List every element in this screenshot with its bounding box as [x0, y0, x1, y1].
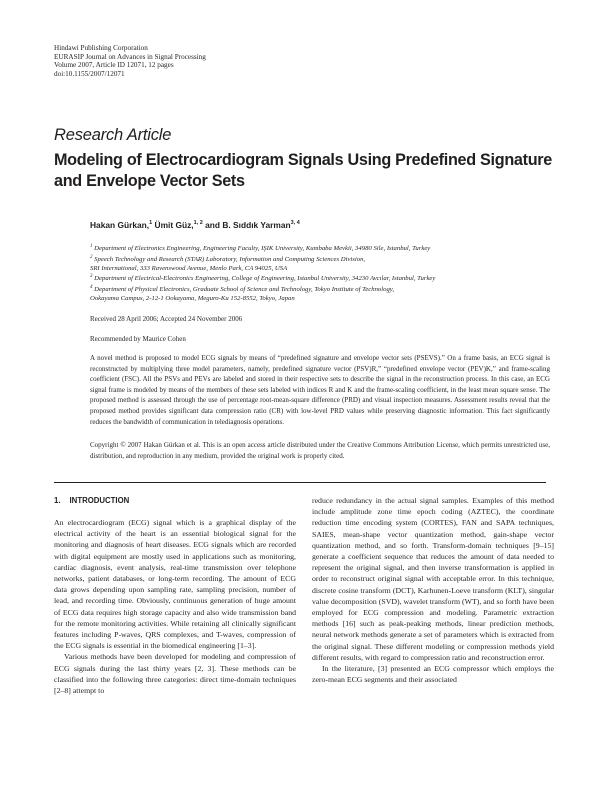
received-accepted-dates: Received 28 April 2006; Accepted 24 November 2006 [90, 315, 243, 323]
section-heading [54, 496, 129, 505]
affiliation-continued: SRI International, 333 Ravenswood Avenue, Menlo Park, CA 94025, USA [90, 264, 288, 272]
journal-header [54, 44, 206, 78]
affiliation-continued: Ookayama Campus, 2-12-1 Ookayama, Meguro-Ku 152-8552, Tokyo, Japan [90, 294, 295, 302]
publisher: Hindawi Publishing Corporation [54, 44, 148, 52]
journal-name: EURASIP Journal on Advances in Signal Processing [54, 52, 206, 61]
author-name: Hakan Gürkan, [90, 220, 150, 230]
volume-info: Volume 2007, Article ID 12071, 12 pages [54, 61, 174, 70]
section-title: INTRODUCTION [69, 496, 130, 505]
author-affil-mark: 1, 2 [193, 220, 203, 227]
doi[interactable]: doi:10.1155/2007/12071 [54, 69, 125, 78]
author-affil-mark: 1 [149, 220, 153, 227]
paragraph: reduce redundancy in the actual signal samples. Examples of this method include amplitude zone time epoch coding (AZTEC), the coordinate reduction time encoding system (CORTES), FAN and SAPA techniques, SAIES, mean-shape vector quantization method, gain-shape vector quantization method, and so forth. Transform-domain techniques [9–15] generate a coefficient sequence that reduces the amount of data needed to represent the original signal, and then inverse transformation is applied in order to reconstruct original signal with acceptable error. In this technique, discrete cosine transform (DCT), Karhunen-Loeve transform (KLT), singular value decomposition (SVD), wavelet transform (WT), and so forth have been employed for ECG compression and modeling. Parametric extraction methods [16] such as peak-peaking methods, linear prediction methods, neural network methods generate a set of parameters which is extracted from the original signal. These different modeling or compression methods yield different results, with regard to compression ratio and reconstruction error. [312, 496, 554, 662]
body-column-right [312, 495, 554, 685]
affiliation: $^4$ Department of Physical Electronics, Graduate School of Science and Technology, Tokyo Institute of Technology, [90, 285, 395, 294]
paper-title: Modeling of Electrocardiogram Signals Using Predefined Signature and Envelope Vector Sets [54, 151, 552, 190]
recommended-by: Recommended by Maurice Cohen [90, 335, 186, 343]
abstract: A novel method is proposed to model ECG signals by means of “predefined signature and envelope vector sets (PSEVS).” On a frame basis, an ECG signal is reconstructed by multiplying three model parameters, namely, predefined signature vector (PSV)R,” “predefined envelope vector (PEV)K,” and frame-scaling coefficient (FSC). All the PSVs and PEVs are labeled and stored in their respective sets to describe the signal in the reconstruction process. In this case, an ECG signal frame is modeled by means of the members of these sets labeled with indices R and K and the frame-scaling coefficient, in the least mean square sense. The proposed method is assessed through the use of percentage root-mean-square difference (PRD) and visual inspection measures. Assessment results reveal that the proposed method provides significant data compression ratio (CR) with low-level PRD values while preserving diagnostic information. This fact significantly reduces the bandwidth of communication in telediagnosis operations. [90, 354, 550, 426]
copyright-notice: Copyright © 2007 Hakan Gürkan et al. This is an open access article distributed under the Creative Commons Attribution License, which permits unrestricted use, distribution, and reproduction in any medium, provided the original work is properly cited. [90, 441, 550, 460]
affiliation: $^3$ Department of Electrical-Electronics Engineering, College of Engineering, Istanbul University, 34230 Avcılar, Istanbul, Turkey [90, 274, 436, 283]
paragraph: Various methods have been developed for modeling and compression of ECG signals during the last thirty years [2, 3]. These methods can be classified into the following three categories: direct time-domain techniques [2–8] attempt to [54, 652, 296, 696]
author-list [90, 220, 300, 230]
paragraph: In the literature, [3] presented an ECG compressor which employs the zero-mean ECG segments and their associated [312, 664, 554, 685]
affiliation: $^1$ Department of Electronics Engineering, Engineering Faculty, IŞIK University, Kumbaba Mevkii, 34980 Sile, Istanbul, Turkey [90, 244, 431, 253]
section-divider [54, 482, 546, 483]
affiliation: $^2$ Speech Technology and Research (STAR) Laboratory, Information and Computing Sciences Division, [90, 254, 366, 264]
author-affil-mark: 3, 4 [290, 220, 300, 227]
author-name: Ümit Güz, [154, 220, 194, 230]
section-number: 1. [54, 496, 61, 505]
affiliations [90, 243, 560, 304]
article-type: Research Article [54, 126, 172, 144]
author-name: and B. Sıddık Yarman [205, 220, 291, 230]
body-column-left [54, 517, 296, 696]
paragraph: An electrocardiogram (ECG) signal which is a graphical display of the electrical activity of the heart is an essential biological signal for the monitoring and diagnosis of heart diseases. ECG signals which are recorded with digital equipment are mostly used in applications such as monitoring, cardiac diagnosis, event analysis, real-time transmission over telephone networks, patient databases, or long-term recording. The amount of ECG data grows depending upon sampling rate, sampling precision, number of lead, and recording time. Obviously, continuous generation of huge amount of ECG data requires high storage capacity and also wide transmission band for the remote monitoring activities. While retaining all clinically significant features including P-waves, QRS complexes, and T-waves, compression of the ECG signals is essential in the biomedical engineering [1–3]. [54, 518, 296, 651]
